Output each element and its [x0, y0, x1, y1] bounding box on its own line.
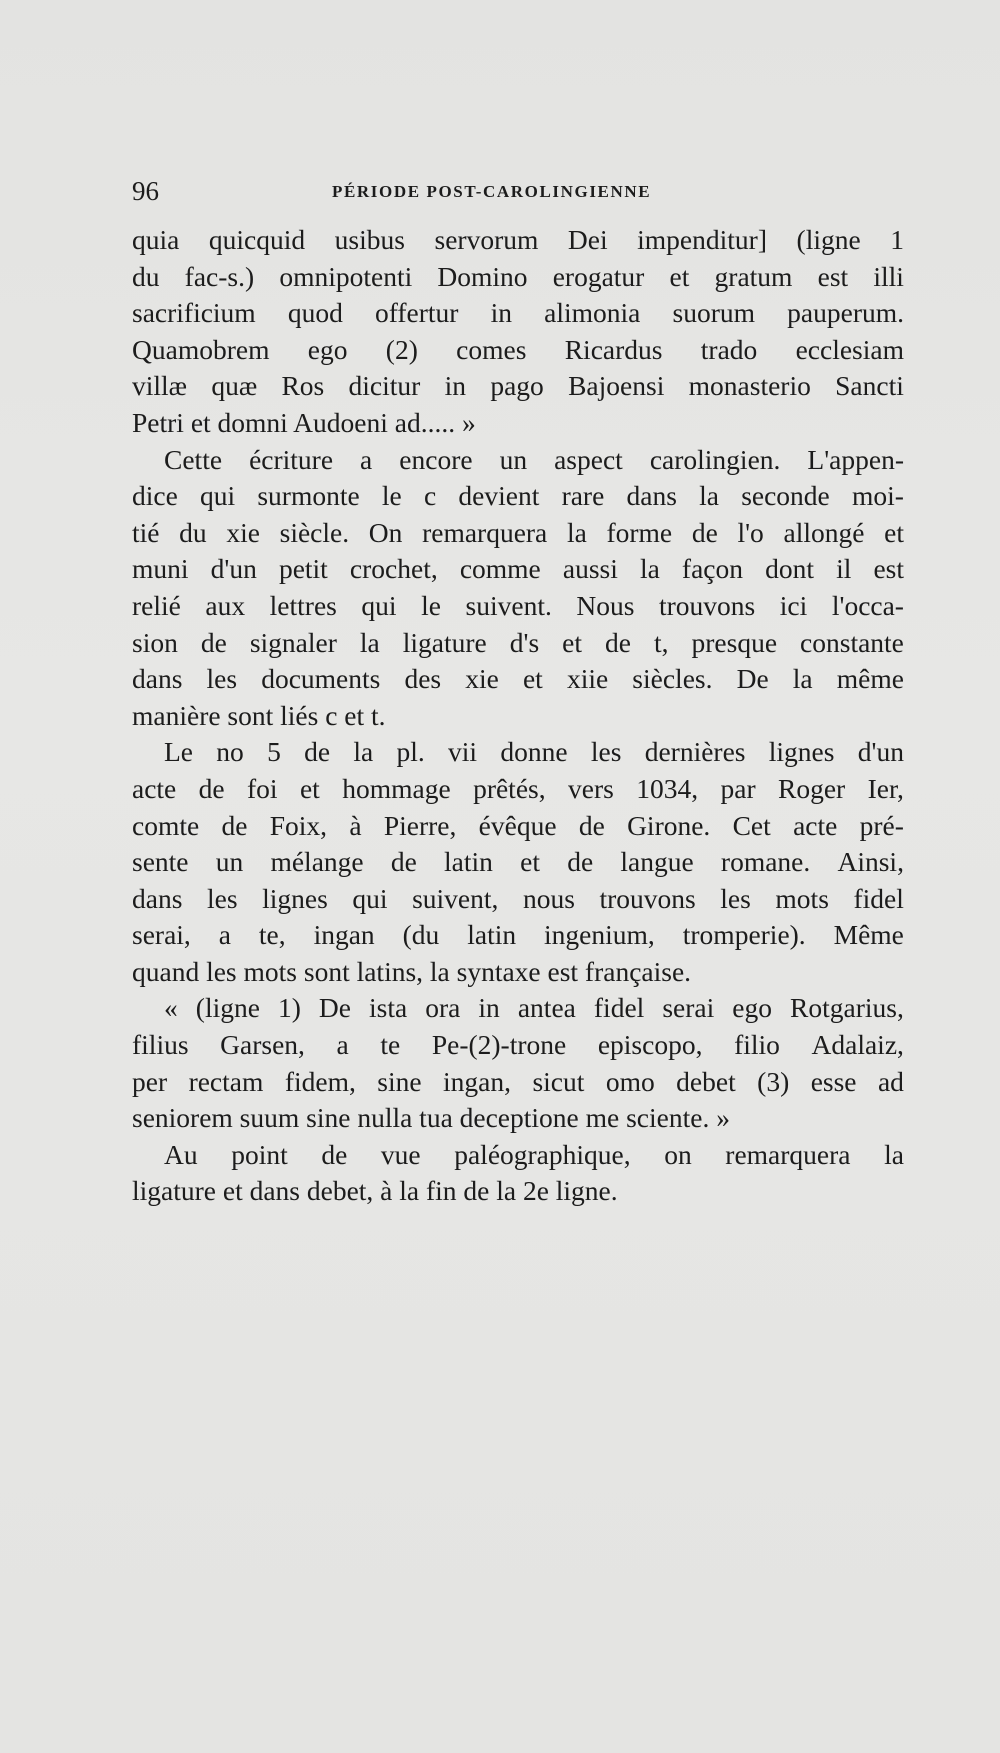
- text-line: comte de Foix, à Pierre, évêque de Girone. Cet acte pré-: [132, 809, 904, 841]
- text-line: villæ quæ Ros dicitur in pago Bajoensi monasterio Sancti: [132, 370, 904, 402]
- body-text: [132, 222, 904, 1210]
- text-line: serai, a te, ingan (du latin ingenium, tromperie). Même: [132, 919, 904, 951]
- text-line: quia quicquid usibus servorum Dei impenditur] (ligne 1: [132, 224, 904, 255]
- text-line: Cette écriture a encore un aspect carolingien. L'appen-: [164, 443, 904, 475]
- text-line: per rectam fidem, sine ingan, sicut omo debet (3) esse ad: [132, 1065, 904, 1097]
- text-line: manière sont liés c et t.: [132, 699, 386, 731]
- text-line: quand les mots sont latins, la syntaxe est française.: [132, 955, 692, 987]
- text-line: dice qui surmonte le c devient rare dans la seconde moi-: [132, 480, 904, 512]
- text-line: tié du xie siècle. On remarquera la forme de l'o allongé et: [132, 516, 904, 548]
- text-line: sion de signaler la ligature d's et de t, presque constante: [132, 626, 904, 658]
- running-head: PÉRIODE POST-CAROLINGIENNE: [332, 182, 652, 201]
- text-line: Le no 5 de la pl. vii donne les dernières lignes d'un: [164, 736, 904, 768]
- text-line: du fac-s.) omnipotenti Domino erogatur et gratum est illi: [132, 260, 904, 292]
- page-header: [132, 176, 912, 210]
- text-line: filius Garsen, a te Pe-(2)-trone episcopo, filio Adalaiz,: [132, 1029, 904, 1061]
- text-line: sente un mélange de latin et de langue romane. Ainsi,: [132, 846, 904, 878]
- text-line: dans les lignes qui suivent, nous trouvons les mots fidel: [132, 882, 904, 914]
- text-line: « (ligne 1) De ista ora in antea fidel serai ego Rotgarius,: [164, 992, 904, 1024]
- text-line: dans les documents des xie et xiie siècles. De la même: [132, 663, 904, 695]
- text-line: Petri et domni Audoeni ad..... »: [132, 406, 476, 438]
- text-line: ligature et dans debet, à la fin de la 2e ligne.: [132, 1175, 618, 1207]
- page-number: 96: [132, 176, 159, 206]
- text-line: relié aux lettres qui le suivent. Nous trouvons ici l'occa-: [132, 589, 904, 621]
- text-line: Quamobrem ego (2) comes Ricardus trado ecclesiam: [132, 333, 904, 365]
- text-line: Au point de vue paléographique, on remarquera la: [164, 1138, 904, 1170]
- text-line: sacrificium quod offertur in alimonia suorum pauperum.: [132, 297, 904, 329]
- text-line: seniorem suum sine nulla tua deceptione me sciente. »: [132, 1102, 730, 1134]
- text-line: muni d'un petit crochet, comme aussi la façon dont il est: [132, 553, 904, 585]
- text-line: acte de foi et hommage prêtés, vers 1034, par Roger Ier,: [132, 772, 904, 804]
